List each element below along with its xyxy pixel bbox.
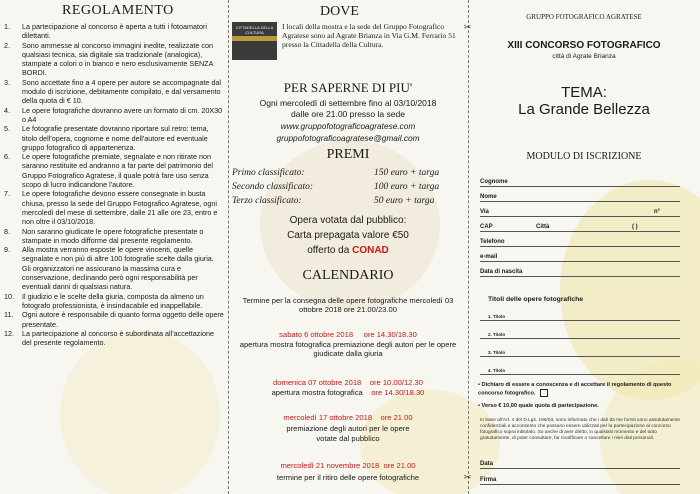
info-title: PER SAPERNE DI PIU'	[283, 80, 413, 95]
rule-item: 2. Sono ammesse al concorso immagini inedite, realizzate con qualsiasi tecnica, sia digitale sia tradizionale (analogica), stampate a colori o in bianco e nero esclusivamente SENZA BORDI.	[4, 40, 213, 78]
data-nascita-field[interactable]: Data di nascita	[480, 265, 680, 277]
calendar-event: Termine per la consegna delle opere fotografiche mercoledì 03 ottobre 2018 ore 21.00/23.00	[242, 296, 454, 314]
cognome-field[interactable]: Cognome	[480, 175, 680, 187]
rules-list	[4, 22, 224, 347]
rule-item: 3. Sono accettate fino a 4 opere per autore se accompagnate dal modulo di iscrizione, debitamente compilato, e dal versamento della quota di € 10.	[4, 77, 221, 106]
titolo-field-3[interactable]: 3. Titolo	[480, 346, 680, 357]
calendar-event-desc: termine per il ritiro delle opere fotografiche	[276, 473, 420, 482]
email-field[interactable]: e-mail	[480, 250, 680, 262]
info-line2: dalle ore 21.00 presso la sede	[291, 109, 405, 119]
calendario-title: CALENDARIO	[302, 268, 394, 283]
rule-item: 9. Alla mostra verranno esposte le opere vincenti, quelle segnalate e non più di altre 100 fotografie scelte dalla giuria. Gli organizzatori ne assicurano la massima cura e conservazione, declinando però ogni responsabilità per eventuali danni di qualsiasi natura.	[4, 245, 214, 292]
titolo-field-4[interactable]: 4. Titolo	[480, 364, 680, 375]
rule-item: 8. Non saranno giudicate le opere fotografiche presentate o stampate in modo difforme dal presente regolamento.	[4, 226, 204, 245]
rule-item: 7. Le opere fotografiche devono essere consegnate in busta chiusa, presso la sede del Gruppo Fotografico Agratese, ogni mercoledì del mese di settembre, dalle 21 alle ore 23, entro e non oltre il 03/10/2018.	[4, 189, 218, 227]
calendar-event: domenica 07 ottobre 2018 ore 10.00/12.30	[273, 378, 423, 387]
rule-item: 1. La partecipazione al concorso è aperta a tutti i fotoamatori dilettanti.	[4, 22, 207, 41]
calendar-event: mercoledì 17 ottobre 2018 ore 21.00	[283, 413, 413, 422]
tema-value: La Grande Bellezza	[518, 101, 650, 118]
regolamento-title: REGOLAMENTO	[62, 3, 174, 18]
via-field[interactable]: Via n°	[480, 205, 680, 217]
cittadella-logo-text: CITTADELLA DELLA CULTURA	[235, 25, 274, 35]
calendar-event: mercoledì 21 novembre 2018 ore 21.00	[280, 461, 416, 470]
firma-field[interactable]: Firma	[480, 474, 680, 485]
dove-text: I locali della mostra e la sede del Gruppo Fotografico Agratese sono ad Agrate Brianza in Via G.M. Ferrario 51 presso la Cittadella della Cultura.	[282, 22, 456, 50]
privacy-notice: In base all'Art. 4 del D.Lgs. 196/03, sono informato che i dati da me forniti sono assolutamente confidenziali e acconsento che possano essere utilizzati per la partecipazione al concorso fotografico sopra intitolato. So anche di aver diritto, in qualsiasi momento e del tutto gratuitamente, di poter consultare, far modificare o cancellare i miei dati personali.	[480, 418, 681, 441]
rule-item: 6. Le opere fotografiche premiate, segnalate e non ritirate non saranno restituite ed andranno a far parte del patrimonio del Gruppo Fotografico Agratese, il quale potrà fare uso senza scopo di lucro indicandone l'autore.	[4, 152, 213, 190]
calendar-event: sabato 6 ottobre 2018 ore 14.30/18.30	[279, 330, 417, 339]
titolo-field-2[interactable]: 2. Titolo	[480, 328, 680, 339]
regolamento-panel	[0, 0, 228, 494]
calendar-event-desc: apertura mostra fotografica premiazione degli autori per le opere giudicate dalla giuria	[239, 340, 457, 358]
rule-item: 11. Ogni autore è responsabile di quanto forma oggetto delle opere presentate.	[4, 310, 224, 329]
rule-item: 10. Il giudizio e le scelte della giuria, composta da almeno un fotografo professionista, è insindacabile ed inappellabile.	[4, 291, 204, 310]
fee-checkbox-row[interactable]: • Verso € 10,00 quale quota di partecipazione.	[478, 403, 599, 409]
info-panel: DOVE CITTADELLA DELLA CULTURA I locali della mostra e la sede del Gruppo Fotografico Agratese sono ad Agrate Brianza in Via G.M. Ferrario 51 presso la Cittadella della Cultura. PER SAPERNE DI PIU' Ogni mercoledì di settembre fino al 03/10/2018 dalle ore 21.00 presso la sede www.gruppofotograficoagratese.com gruppofotograficoagratese@gmail.com PREMI Primo classificato: 150 euro + targa Secondo classificato: 100 euro + targa Terzo classificato: 50 euro + targa Opera votata dal pubblico: Carta prepagata valore €50 offerto da CONAD CALENDARIO Termine per la consegna delle opere fotografiche mercoledì 03 ottobre 2018 ore 21.00/23.00 sabato 6 ottobre 2018 ore 14.30/18.30 apertura mostra fotografica premiazione degli autori per le opere giudicate dalla giuria domenica 07 ottobre 2018 ore 10.00/12.30 apertura mostra fotografica ore 14.30/18.30 mercoledì 17 ottobre 2018 ore 21.00 premiazione degli autori per le opere votate dal pubblico mercoledì 21 novembre 2018 ore 21.00 termine per il ritiro delle opere fotografiche	[228, 0, 468, 494]
calendar-event-desc: premiazione degli autori per le opere votate dal pubblico	[286, 424, 410, 443]
cap-citta-field[interactable]: CAP Città ( )	[480, 220, 680, 232]
rule-item: 4. Le opere fotografiche dovranno avere un formato di cm. 20X30 o A4	[4, 105, 223, 124]
modulo-panel	[468, 0, 700, 494]
dove-title: DOVE	[320, 4, 359, 19]
rule-item: 12. La partecipazione al concorso è subordinata all'accettazione del presente regolamento.	[4, 328, 214, 348]
nome-field[interactable]: Nome	[480, 190, 680, 202]
public-vote-sponsor: offerto da CONAD	[307, 245, 389, 256]
contest-city: città di Agrate Brianza	[552, 53, 616, 60]
public-vote-label: Opera votata dal pubblico:	[289, 215, 407, 226]
titolo-field-1[interactable]: 1. Titolo	[480, 310, 680, 321]
data-field[interactable]: Data	[480, 458, 680, 469]
public-vote-prize: Carta prepagata valore €50	[287, 230, 409, 241]
conad-label: CONAD	[352, 245, 389, 256]
accept-rules-checkbox[interactable]	[540, 389, 548, 397]
tema-label: TEMA:	[561, 84, 607, 101]
scissors-icon: ✂	[464, 22, 472, 32]
telefono-field[interactable]: Telefono	[480, 235, 680, 247]
scissors-icon: ✂	[464, 472, 472, 482]
rule-item: 5. Le fotografie presentate dovranno riportare sul retro: tema, titolo dell'opera, cognome e nome dell'autore ed eventuale gruppo fotografico di appartenenza.	[4, 124, 209, 152]
premi-title: PREMI	[326, 147, 370, 162]
accept-rules-checkbox-row[interactable]: • Dichiaro di essere a conoscenza e di accettare il regolamento di questo concorso fotografico.	[478, 382, 672, 397]
group-name: GRUPPO FOTOGRAFICO AGRATESE	[526, 13, 642, 21]
website-link[interactable]: www.gruppofotograficoagratese.com	[280, 121, 416, 131]
contest-title: XIII CONCORSO FOTOGRAFICO	[507, 40, 661, 51]
cittadella-logo	[232, 22, 277, 60]
calendar-event-desc: apertura mostra fotografica ore 14.30/18.30	[271, 388, 425, 397]
titoli-title: Titoli delle opere fotografiche	[488, 296, 584, 303]
modulo-title: MODULO DI ISCRIZIONE	[526, 151, 642, 162]
email-link[interactable]: gruppofotograficoagratese@gmail.com	[276, 133, 420, 143]
info-line1: Ogni mercoledì di settembre fino al 03/10/2018	[259, 98, 437, 108]
